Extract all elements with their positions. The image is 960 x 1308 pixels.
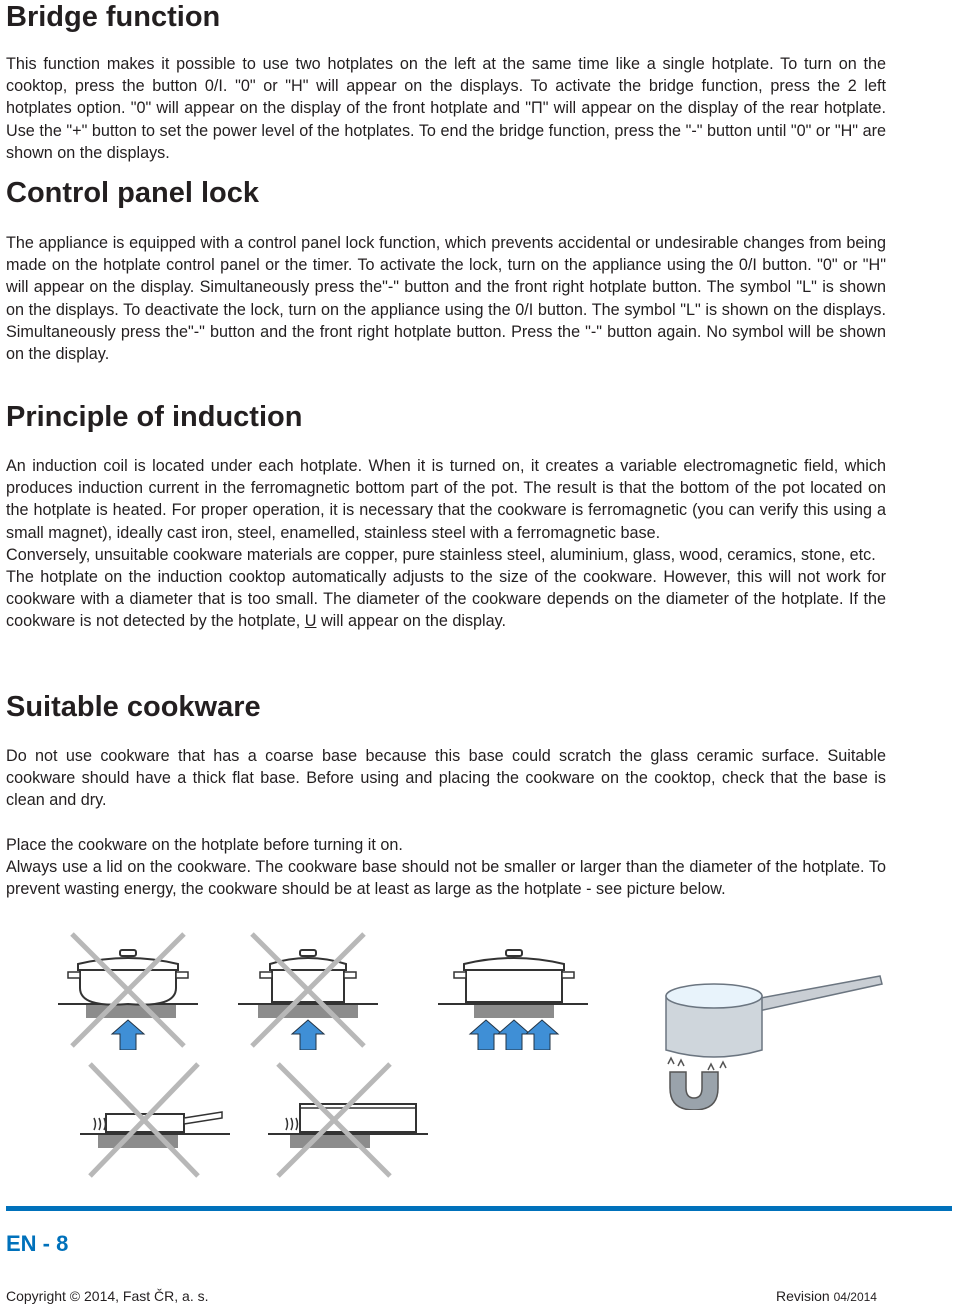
cookware-para-2: Place the cookware on the hotplate before turning it on. <box>6 836 403 854</box>
large-pot-illustration <box>80 1060 230 1180</box>
induction-para-3-end: will appear on the display. <box>320 612 507 631</box>
heat-waves-icon <box>286 1118 298 1130</box>
magnet-icon <box>670 1072 718 1110</box>
display-symbol-u: U <box>304 612 317 631</box>
revision-info <box>776 1288 877 1304</box>
cookware-illustrations <box>0 920 960 1180</box>
lock-text: The appliance is equipped with a control panel lock function, which prevents accidental or undesirable changes from being made on the hotplate control panel or the timer. To activate the lock, turn on the appliance using the 0/I button. "0" or "H" will appear on the display. Simultaneously press the"-" button and the front right hotplate button. The symbol "L" is shown on the displays. To deactivate the lock, turn on the appliance using the 0/I button. The symbol "L" is shown on the displays. Simultaneously press the"-" button and the front right hotplate button. Press the "-" button again. No symbol will be shown on the display. <box>6 234 886 364</box>
induction-para-3-start: The hotplate on the induction cooktop automatically adjusts to the size of the cookware. However, this will not work for cookware with a diameter that is too small. The diameter of the cookware depends on the diameter of the hotplate. If the cookware is not detected by the hotplate, <box>6 568 886 631</box>
heat-waves-icon <box>94 1118 106 1130</box>
pot-icon <box>454 950 574 1002</box>
saucepan-icon <box>666 976 882 1057</box>
curved-base-pot-illustration <box>58 930 198 1050</box>
induction-body <box>6 455 886 633</box>
arrow-up-icon <box>526 1020 558 1050</box>
pan-icon <box>106 1112 222 1132</box>
small-pot-illustration <box>238 930 378 1050</box>
attraction-lines-icon <box>668 1058 726 1070</box>
hotplate-zone <box>258 1004 358 1018</box>
page-number: EN - 8 <box>6 1231 69 1256</box>
arrow-up-icon <box>498 1020 530 1050</box>
induction-para-2: Conversely, unsuitable cookware materials are copper, pure stainless steel, aluminium, glass, wood, ceramics, stone, etc. <box>6 545 876 564</box>
hotplate-zone <box>474 1004 554 1018</box>
correct-pot-illustration <box>438 930 588 1050</box>
wide-pot-illustration <box>268 1060 428 1180</box>
pot-icon <box>300 1104 416 1132</box>
footer-divider <box>6 1206 952 1211</box>
arrow-up-icon <box>292 1020 324 1050</box>
heading-bridge-function: Bridge function <box>6 1 221 33</box>
heading-suitable-cookware: Suitable cookware <box>6 691 261 723</box>
induction-para-3 <box>6 566 886 633</box>
revision-date: 04/2014 <box>833 1290 877 1304</box>
cookware-para-1: Do not use cookware that has a coarse base because this base could scratch the glass ceramic surface. Suitable cookware should have a thick flat base. Before using and placing the cookware on the cooktop, check that the base is clean and dry. <box>6 747 886 810</box>
heading-principle-of-induction: Principle of induction <box>6 401 303 433</box>
heading-control-panel-lock: Control panel lock <box>6 177 259 209</box>
cookware-para-3: Always use a lid on the cookware. The cookware base should not be smaller or larger than the diameter of the hotplate. To prevent wasting energy, the cookware should be at least as large as the hotplate - see picture below. <box>6 858 886 899</box>
magnet-test-illustration <box>650 960 890 1110</box>
bridge-text: This function makes it possible to use two hotplates on the left at the same time like a single hotplate. To turn on the cooktop, press the button 0/I. "0" or "H" will appear on the displays. To activate the bridge function, press the 2 left hotplates option. "0" will appear on the display of the front hotplate and "Π" will appear on the display of the rear hotplate. Use the "+" button to set the power level of the hotplates. To end the bridge function, press the "-" button until "0" or "H" are shown on the displays. <box>6 55 886 162</box>
induction-para-1: An induction coil is located under each hotplate. When it is turned on, it creates a variable electromagnetic field, which produces induction current in the ferromagnetic bottom part of the pot. The result is that the bottom of the pot located on the hotplate is heated. For proper operation, it is necessary that the cookware is ferromagnetic (you can verify this using a small magnet), ideally cast iron, steel, enamelled, stainless steel with a ferromagnetic base. <box>6 457 886 542</box>
cookware-body-2 <box>6 834 886 901</box>
pot-icon <box>68 950 188 1005</box>
copyright-text: Copyright © 2014, Fast ČR, a. s. <box>6 1288 209 1304</box>
arrow-up-icon <box>112 1020 144 1050</box>
revision-label: Revision <box>776 1288 830 1304</box>
arrow-up-icon <box>470 1020 502 1050</box>
